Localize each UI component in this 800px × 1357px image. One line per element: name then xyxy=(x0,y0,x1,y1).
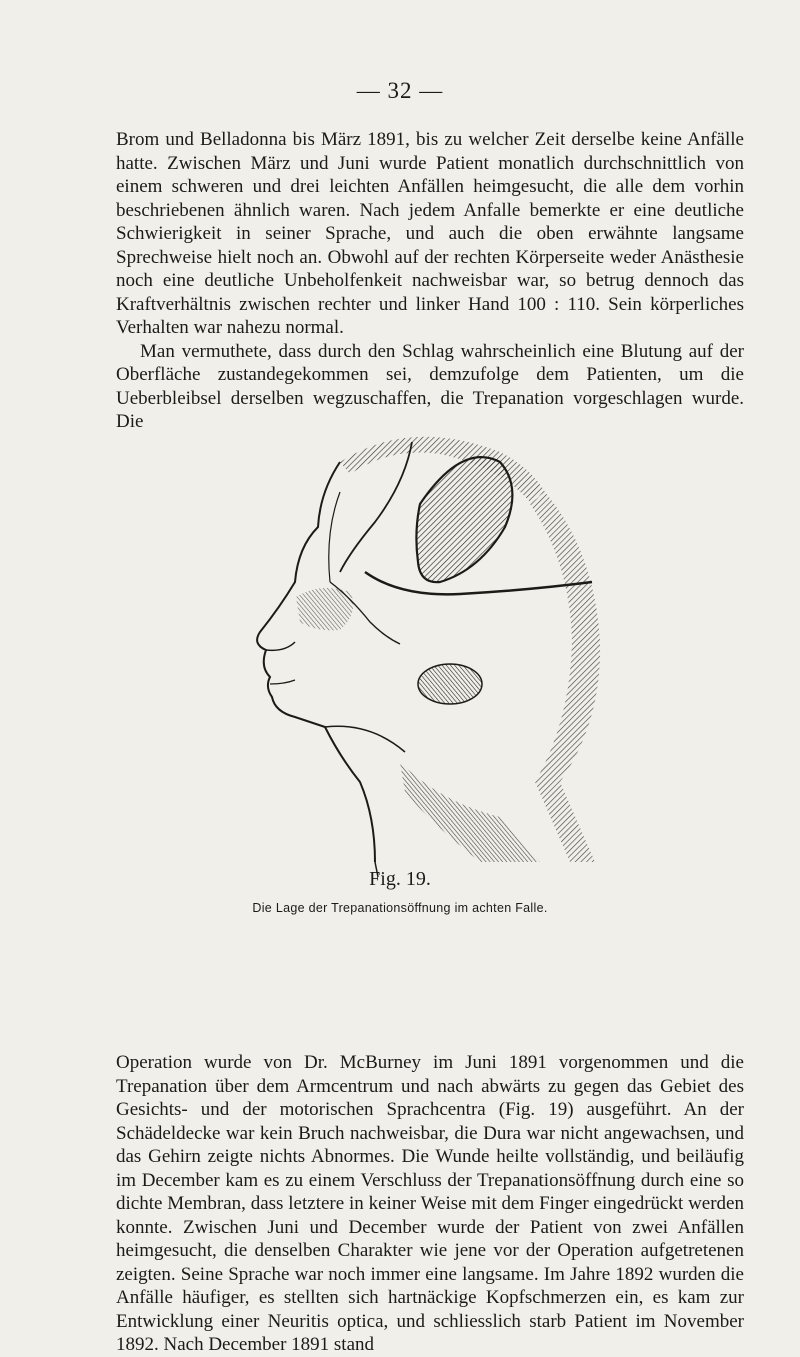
fissure-frontal xyxy=(329,492,340,582)
figure-19 xyxy=(200,422,610,877)
ear xyxy=(418,664,482,704)
neck-shading xyxy=(400,762,540,862)
figure-label: Fig. 19. xyxy=(369,868,431,890)
text-block-top xyxy=(116,128,744,434)
trepanation-opening xyxy=(416,457,512,582)
occiput-shading xyxy=(530,492,600,862)
paragraph-2: Man vermuthete, dass durch den Schlag wahrscheinlich eine Blutung auf der Oberfläche zustandegekommen sei, demzufolge dem Patienten, um die Ueberbleibsel derselben wegzuschaffen, die Trepanation vorgeschlagen wurde. Die xyxy=(116,340,744,432)
page-number: — 32 — xyxy=(356,78,444,103)
mouth-line xyxy=(270,680,295,684)
nose-line xyxy=(266,642,295,650)
paragraph-1: Brom und Belladonna bis März 1891, bis zu welcher Zeit derselbe keine Anfälle hatte. Zwischen März und Juni wurde Patient monatlich durchschnittlich von einem schweren und drei leichten Anfällen heimgesucht, die alle dem vorhin beschriebenen ähnlich waren. Nach jedem Anfalle bemerkte er eine deutliche Schwierigkeit in seiner Sprache, und auch die oben erwähnte langsame Sprechweise hielt noch an. Obwohl auf der rechten Körperseite weder Anästhesie noch eine deutliche Unbeholfenkeit nachweisbar war, so betrug dennoch das Kraftverhältnis zwischen rechter und linker Hand 100 : 110. Sein körperliches Verhalten war nahezu normal. xyxy=(116,129,744,338)
paragraph-3: Operation wurde von Dr. McBurney im Juni 1891 vorgenommen und die Trepanation über dem Armcentrum und nach abwärts zu gegen das Gebiet des Gesichts- und der motorischen Sprachcentra (Fig. 19) ausgeführt. An der Schädeldecke war kein Bruch nachweisbar, die Dura war nicht angewachsen, und das Gehirn zeigte nichts Abnormes. Die Wunde heilte vollständig, und beiläufig im December kam es zu einem Verschluss der Trepanationsöffnung durch eine so dichte Membran, dass letztere in keiner Weise mit dem Finger eingedrückt werden konnte. Zwischen Juni und December wurde der Patient von zwei Anfällen heimgesucht, die denselben Charakter wie jene vor der Operation aufgetretenen zeigten. Seine Sprache war noch immer eine langsame. Im Jahre 1892 wurden die Anfälle häufiger, es stellten sich hartnäckige Kopfschmerzen ein, es kam zur Entwicklung einer Neuritis optica, und schliesslich starb Patient im November 1892. Nach December 1891 stand xyxy=(116,1052,744,1355)
sylvian-fissure xyxy=(365,572,592,594)
head-illustration xyxy=(200,422,610,877)
head-outline xyxy=(257,462,375,862)
figure-caption: Die Lage der Trepanationsöffnung im achten Falle. xyxy=(252,901,548,915)
